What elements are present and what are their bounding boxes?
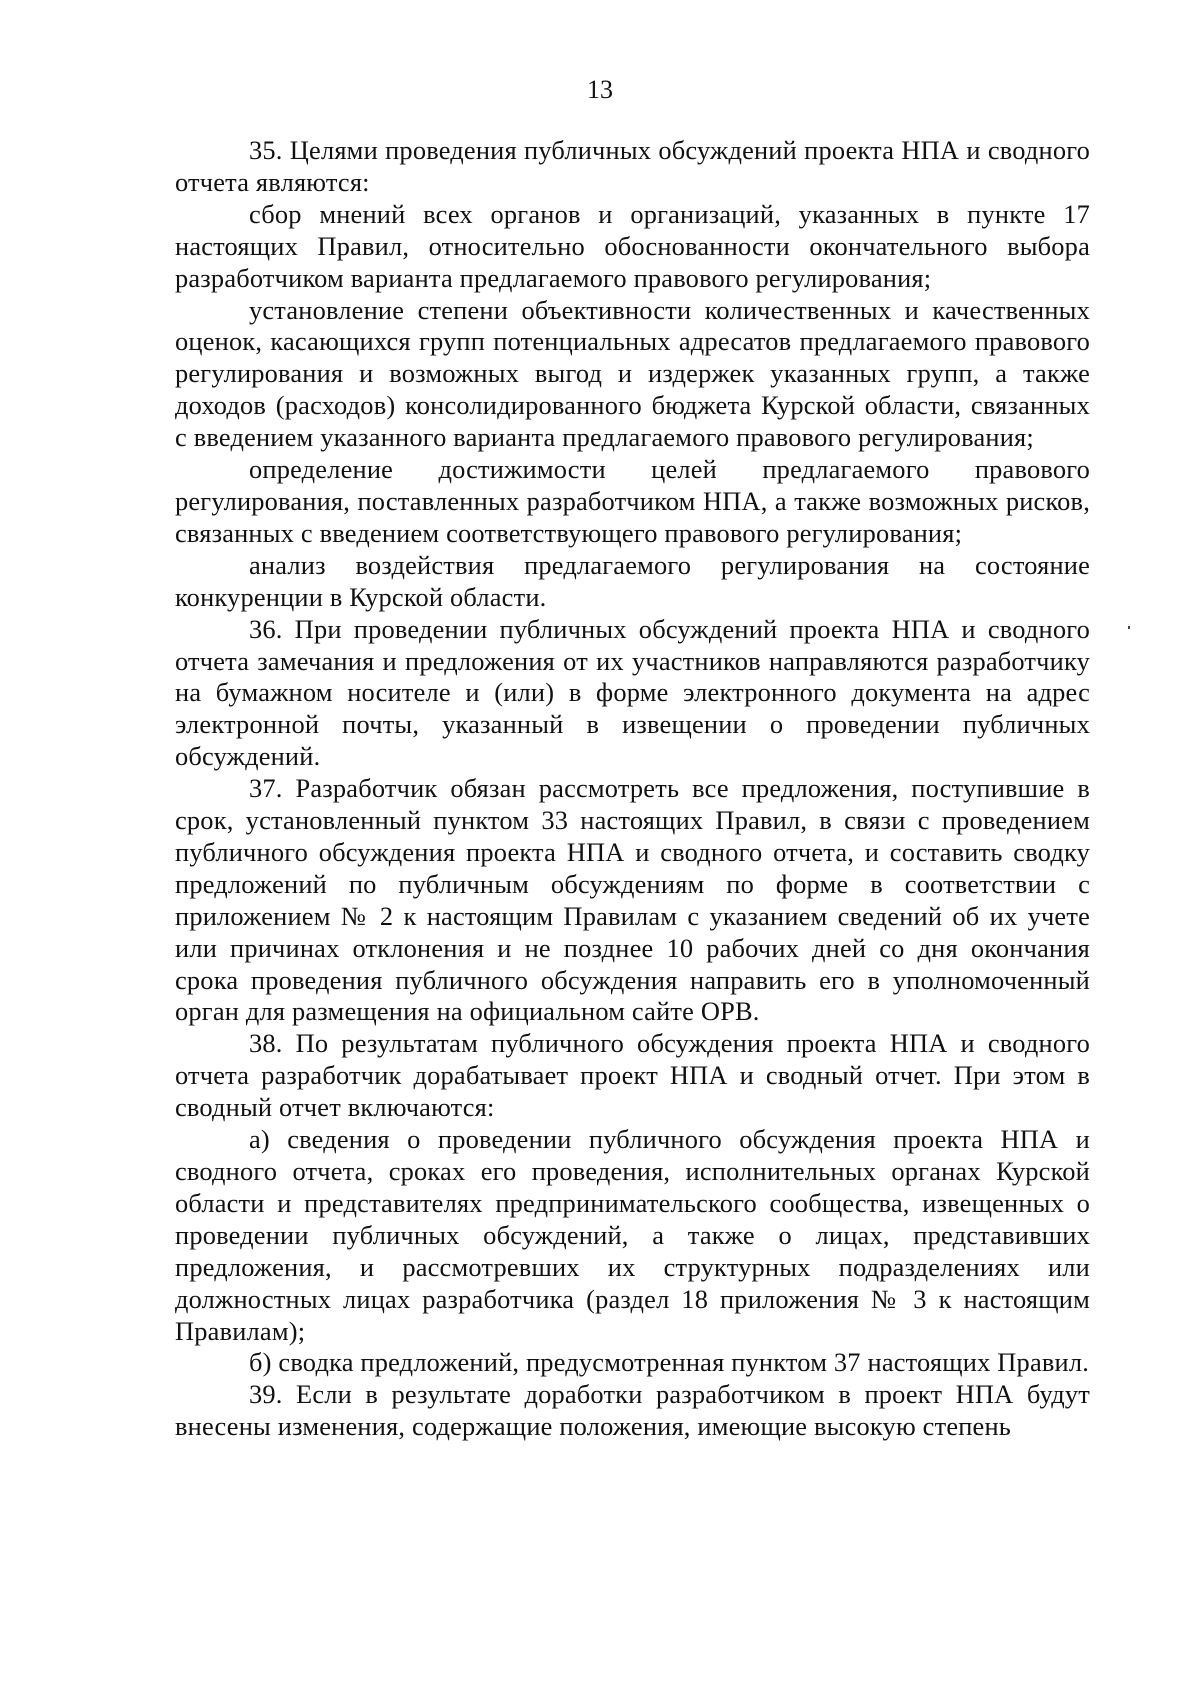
scan-speck xyxy=(1128,626,1130,629)
paragraph-38-item-a: а) сведения о проведении публичного обсуждения проекта НПА и сводного отчета, сроках его проведения, исполнительных органах Курской области и представителях предпринимательского сообщества, извещенных о проведении публичных обсуждений, а также о лицах, представивших предложения, и рассмотревших их структурных подразделениях или должностных лицах разработчика (раздел 18 приложения № 3 к настоящим Правилам); xyxy=(175,1124,1090,1346)
paragraph-35: 35. Целями проведения публичных обсуждений проекта НПА и сводного отчета являются: xyxy=(175,135,1090,197)
page-number: 13 xyxy=(587,75,613,104)
paragraph-35-item-3: определение достижимости целей предлагаемого правового регулирования, поставленных разработчиком НПА, а также возможных рисков, связанных с введением соответствующего правового регулирования; xyxy=(175,454,1090,548)
paragraph-37: 37. Разработчик обязан рассмотреть все предложения, поступившие в срок, установленный пунктом 33 настоящих Правил, в связи с проведением публичного обсуждения проекта НПА и сводного отчета, и составить сводку предложений по публичным обсуждениям по форме в соответствии с приложением № 2 к настоящим Правилам с указанием сведений об их учете или причинах отклонения и не позднее 10 рабочих дней со дня окончания срока проведения публичного обсуждения направить его в уполномоченный орган для размещения на официальном сайте ОРВ. xyxy=(175,773,1090,1027)
paragraph-35-item-1: сбор мнений всех органов и организаций, указанных в пункте 17 настоящих Правил, относительно обоснованности окончательного выбора разработчиком варианта предлагаемого правового регулирования; xyxy=(175,198,1090,293)
paragraph-38-item-b: б) сводка предложений, предусмотренная пунктом 37 настоящих Правил. xyxy=(249,1347,1090,1378)
paragraph-39: 39. Если в результате доработки разработчиком в проект НПА будут внесены изменения, содержащие положения, имеющие высокую степень xyxy=(175,1379,1090,1442)
document-body xyxy=(175,135,1090,1443)
paragraph-35-item-4: анализ воздействия предлагаемого регулирования на состояние конкуренции в Курской области. xyxy=(175,549,1090,612)
paragraph-35-item-2: установление степени объективности количественных и качественных оценок, касающихся групп потенциальных адресатов предлагаемого правового регулирования и возможных выгод и издержек указанных групп, а также доходов (расходов) консолидированного бюджета Курской области, связанных с введением указанного варианта предлагаемого правового регулирования; xyxy=(175,294,1090,453)
paragraph-36: 36. При проведении публичных обсуждений проекта НПА и сводного отчета замечания и предложения от их участников направляются разработчику на бумажном носителе и (или) в форме электронного документа на адрес электронной почты, указанный в извещении о проведении публичных обсуждений. xyxy=(175,613,1090,772)
paragraph-38: 38. По результатам публичного обсуждения проекта НПА и сводного отчета разработчик дорабатывает проект НПА и сводный отчет. При этом в сводный отчет включаются: xyxy=(175,1028,1090,1123)
